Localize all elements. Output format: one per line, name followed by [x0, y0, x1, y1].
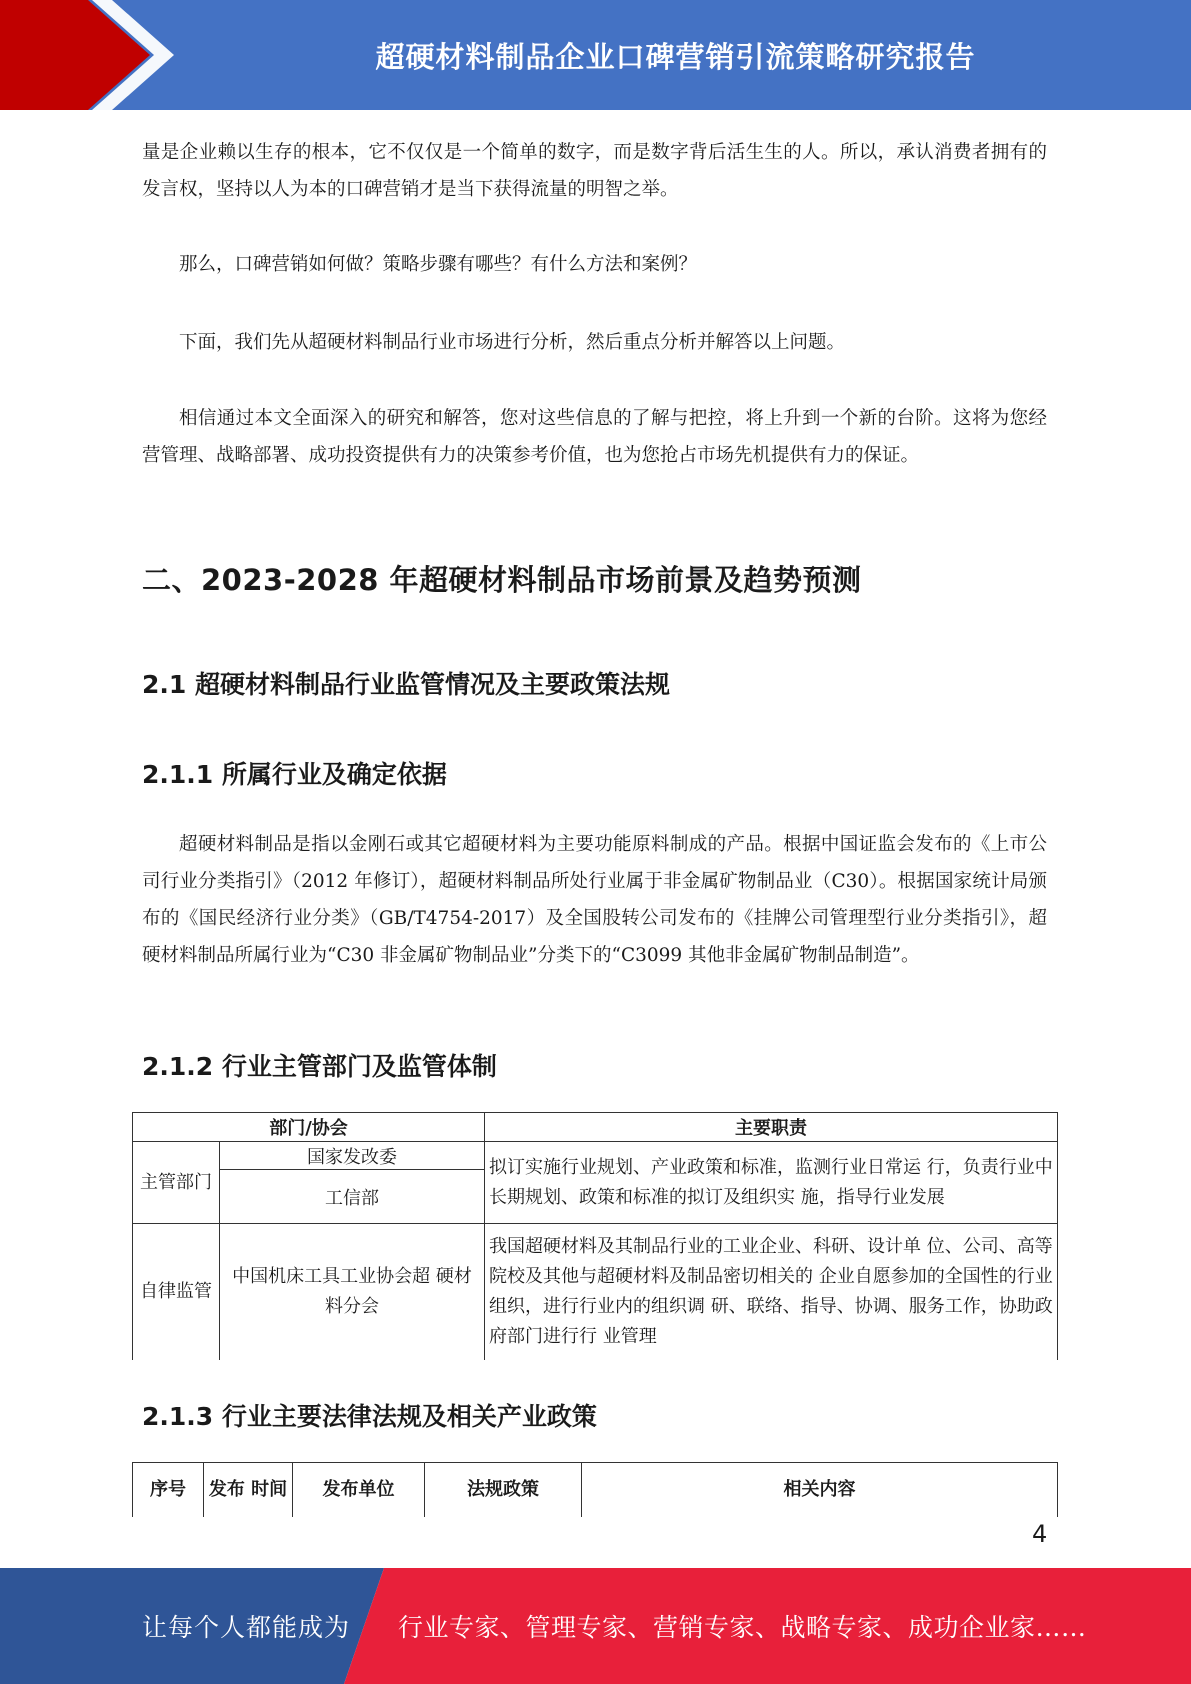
table-cell: 自律监管	[133, 1224, 220, 1360]
footer-slogan-left: 让每个人都能成为	[142, 1613, 351, 1642]
paragraph: 那么，口碑营销如何做？策略步骤有哪些？有什么方法和案例？	[179, 254, 698, 275]
paragraph: 下面，我们先从超硬材料制品行业市场进行分析，然后重点分析并解答以上问题。	[179, 332, 846, 353]
table-cell: 工信部	[220, 1170, 485, 1224]
subsubsection-heading: 2.1.2 行业主管部门及监管体制	[142, 1052, 497, 1081]
policy-table	[132, 1462, 1058, 1517]
intro-text	[142, 134, 1047, 208]
table-header-cell: 部门/协会	[133, 1113, 485, 1142]
report-title: 超硬材料制品企业口碑营销引流策略研究报告	[375, 39, 976, 74]
subsubsection-heading: 2.1.3 行业主要法律法规及相关产业政策	[142, 1402, 597, 1431]
paragraph: 量是企业赖以生存的根本，它不仅仅是一个简单的数字，而是数字背后活生生的人。所以，承认消费者拥有的发言权，坚持以人为本的口碑营销才是当下获得流量的明智之举。	[142, 142, 1047, 200]
table-header-cell: 序号	[133, 1463, 204, 1518]
table-cell: 中国机床工具工业协会超 硬材料分会	[220, 1224, 485, 1360]
paragraph: 相信通过本文全面深入的研究和解答，您对这些信息的了解与把控，将上升到一个新的台阶。这将为您经营管理、战略部署、成功投资提供有力的决策参考价值，也为您抢占市场先机提供有力的保证。	[142, 408, 1047, 466]
subsection-heading: 2.1 超硬材料制品行业监管情况及主要政策法规	[142, 670, 670, 699]
footer-slogan-right: 行业专家、管理专家、营销专家、战略专家、成功企业家……	[398, 1613, 1087, 1642]
section-heading: 二、2023-2028 年超硬材料制品市场前景及趋势预测	[142, 563, 862, 597]
table-cell: 我国超硬材料及其制品行业的工业企业、科研、设计单 位、公司、高等院校及其他与超硬材料及制品密切相关的 企业自愿参加的全国性的行业组织，进行行业内的组织调 研、联络、指导、协调、服务工作，协助政府部门进行行 业管理	[485, 1224, 1058, 1360]
table-header-cell: 发布 时间	[204, 1463, 293, 1518]
report-footer	[0, 1568, 1191, 1684]
table-header-cell: 主要职责	[485, 1113, 1058, 1142]
table-cell: 国家发改委	[220, 1142, 485, 1170]
table-header-cell: 相关内容	[582, 1463, 1058, 1518]
paragraph: 超硬材料制品是指以金刚石或其它超硬材料为主要功能原料制成的产品。根据中国证监会发布的《上市公司行业分类指引》（2012 年修订），超硬材料制品所处行业属于非金属矿物制品业（C30）。根据国家统计局颁布的《国民经济行业分类》（GB/T4754-2017）及全国股转公司发布的《挂牌公司管理型行业分类指引》，超硬材料制品所属行业为“C30 非金属矿物制品业”分类下的“C3099 其他非金属矿物制品制造”。	[142, 834, 1047, 966]
regulator-table	[132, 1112, 1058, 1360]
table-header-cell: 法规政策	[425, 1463, 582, 1518]
subsubsection-heading: 2.1.1 所属行业及确定依据	[142, 760, 447, 789]
table-cell: 拟订实施行业规划、产业政策和标准，监测行业日常运 行，负责行业中长期规划、政策和标准的拟订及组织实 施，指导行业发展	[485, 1142, 1058, 1224]
table-header-cell: 发布单位	[293, 1463, 425, 1518]
page-number: 4	[1032, 1520, 1048, 1548]
table-cell: 主管部门	[133, 1142, 220, 1224]
report-header	[0, 0, 1191, 110]
